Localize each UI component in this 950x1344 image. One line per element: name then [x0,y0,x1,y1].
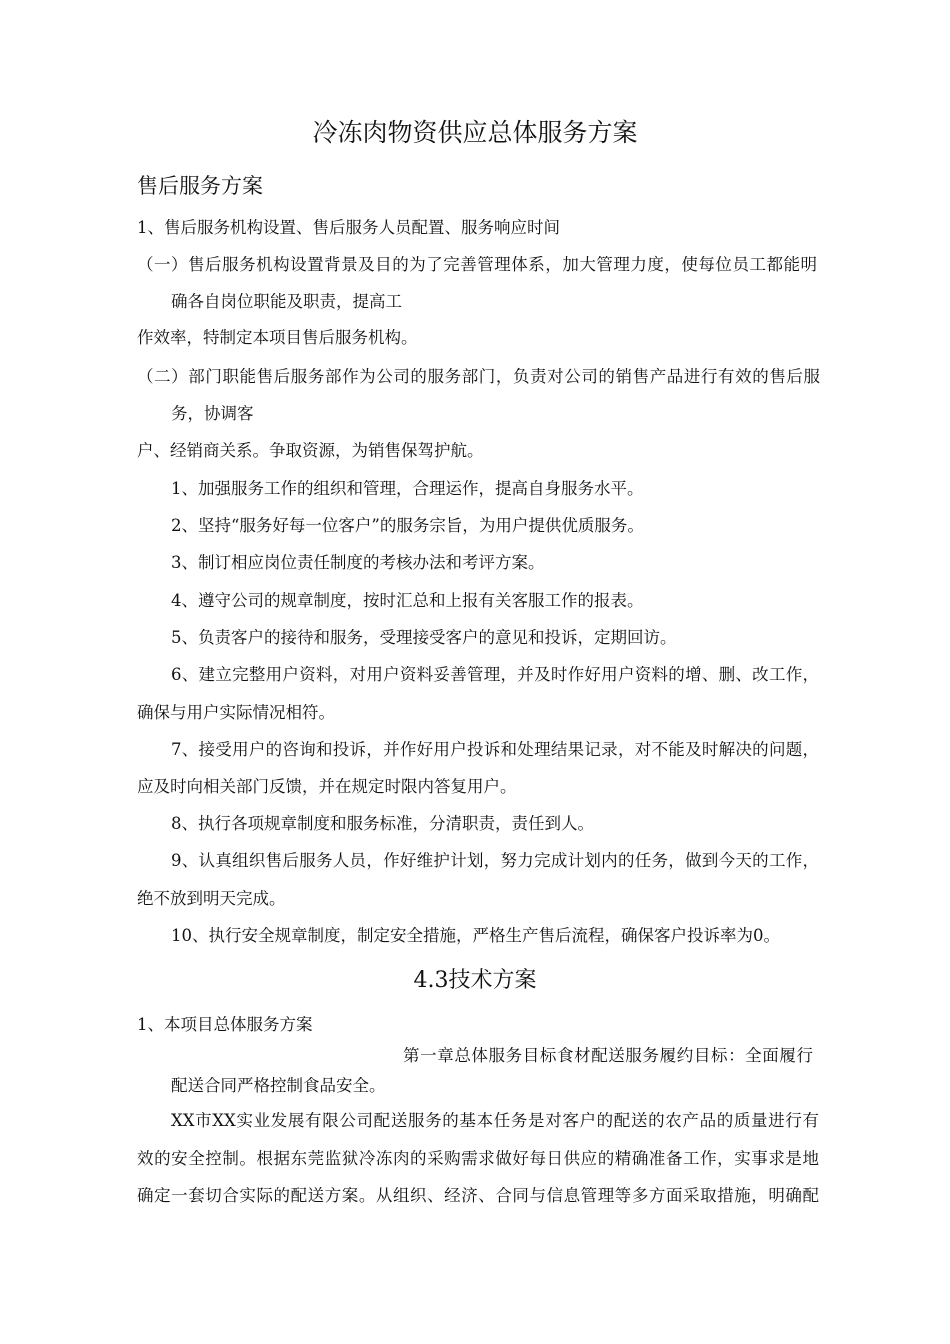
list-item: 1、售后服务机构设置、售后服务人员配置、服务响应时间 [137,218,560,237]
list-item: 4、遵守公司的规章制度，按时汇总和上报有关客服工作的报表。 [171,591,644,610]
section-heading-technical: 4.3技术方案 [413,968,537,993]
list-item: 5、负责客户的接待和服务，受理接受客户的意见和投诉，定期回访。 [171,628,677,647]
list-item: 1、本项目总体服务方案 [137,1015,313,1034]
list-item: 10、执行安全规章制度，制定安全措施，严格生产售后流程，确保客户投诉率为0。 [171,926,780,945]
list-item: 8、执行各项规章制度和服务标准，分清职责，责任到人。 [171,814,594,833]
paragraph-line: （一）售后服务机构设置背景及目的为了完善管理体系，加大管理力度，使每位员工都能明 [137,255,817,274]
paragraph-line: 确定一套切合实际的配送方案。从组织、经济、合同与信息管理等多方面采取措施，明确配 [137,1186,819,1205]
paragraph-line: 效的安全控制。根据东莞监狱冷冻肉的采购需求做好每日供应的精确准备工作，实事求是地 [137,1149,819,1168]
list-item: 3、制订相应岗位责任制度的考核办法和考评方案。 [171,553,545,572]
list-item: 2、坚持“服务好每一位客户”的服务宗旨，为用户提供优质服务。 [171,516,644,535]
list-item: 9、认真组织售后服务人员，作好维护计划，努力完成计划内的任务，做到今天的工作， [171,851,819,870]
list-item: 1、加强服务工作的组织和管理，合理运作，提高自身服务水平。 [171,479,644,498]
paragraph-line: 作效率，特制定本项目售后服务机构。 [137,328,418,347]
list-item-continuation: 确保与用户实际情况相符。 [137,703,335,722]
document-title: 冷冻肉物资供应总体服务方案 [312,118,638,147]
section-heading-after-sales: 售后服务方案 [137,174,263,198]
list-item-continuation: 应及时向相关部门反馈，并在规定时限内答复用户。 [137,777,517,796]
list-item: 6、建立完整用户资料，对用户资料妥善管理，并及时作好用户资料的增、删、改工作， [171,665,819,684]
paragraph-line: 配送合同严格控制食品安全。 [171,1076,386,1095]
paragraph-line: （二）部门职能售后服务部作为公司的服务部门，负责对公司的销售产品进行有效的售后服 [137,367,820,386]
paragraph-line: 确各自岗位职能及职责，提高工 [171,292,402,311]
list-item: 7、接受用户的咨询和投诉，并作好用户投诉和处理结果记录，对不能及时解决的问题， [171,740,819,759]
paragraph-line: XX市XX实业发展有限公司配送服务的基本任务是对客户的配送的农产品的质量进行有 [171,1111,819,1130]
list-item-continuation: 绝不放到明天完成。 [137,889,286,908]
paragraph-line: 户、经销商关系。争取资源，为销售保驾护航。 [137,441,484,460]
paragraph-line: 第一章总体服务目标食材配送服务履约目标：全面履行 [403,1046,813,1065]
paragraph-line: 务，协调客 [171,404,254,423]
